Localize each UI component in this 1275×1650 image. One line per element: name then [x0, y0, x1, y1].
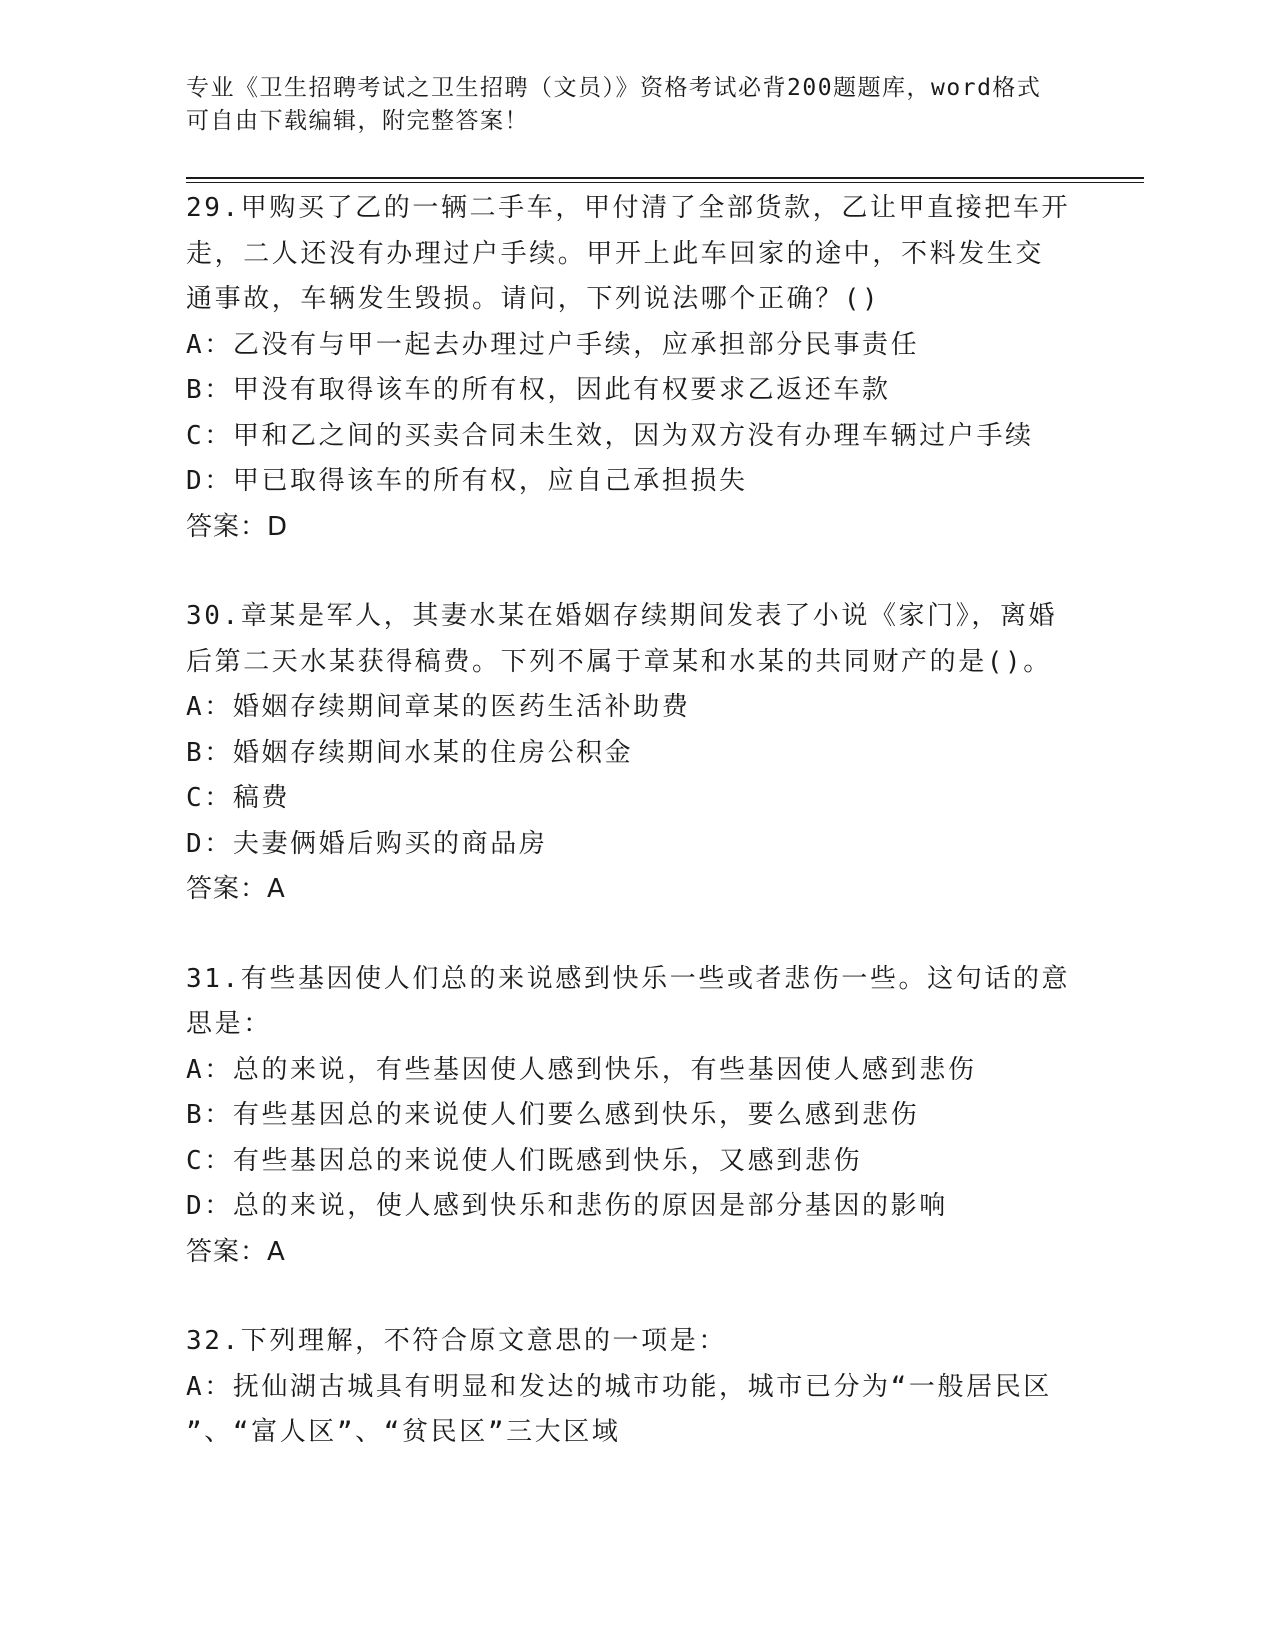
option-d: D：甲已取得该车的所有权，应自己承担损失	[186, 466, 748, 496]
question-29	[186, 186, 1086, 550]
question-stem: 32.下列理解，不符合原文意思的一项是：	[186, 1326, 727, 1356]
question-stem: 30.章某是军人，其妻水某在婚姻存续期间发表了小说《家门》，离婚	[186, 601, 1058, 631]
option-a: A：乙没有与甲一起去办理过户手续，应承担部分民事责任	[186, 329, 920, 360]
question-spacer	[186, 1275, 1086, 1319]
question-stem: 后第二天水某获得稿费。下列不属于章某和水某的共同财产的是()。	[186, 646, 1052, 677]
question-31	[186, 957, 1086, 1276]
question-32	[186, 1319, 1086, 1456]
option-b: B：甲没有取得该车的所有权，因此有权要求乙返还车款	[186, 375, 891, 405]
option-a-continued: ”、“富人区”、“贫民区”三大区域	[186, 1417, 621, 1447]
question-stem: 走，二人还没有办理过户手续。甲开上此车回家的途中，不料发生交	[186, 238, 1045, 269]
option-a: A：抚仙湖古城具有明显和发达的城市功能，城市已分为“一般居民区	[186, 1371, 1052, 1402]
option-a: A：总的来说，有些基因使人感到快乐，有些基因使人感到悲伤	[186, 1054, 977, 1085]
header-line: 可自由下载编辑，附完整答案！	[186, 108, 529, 134]
question-stem: 通事故，车辆发生毁损。请问，下列说法哪个正确？()	[186, 284, 881, 314]
answer-line: 答案：A	[186, 874, 286, 904]
question-stem: 29.甲购买了乙的一辆二手车，甲付清了全部货款，乙让甲直接把车开	[186, 193, 1071, 223]
header-divider-thin	[186, 182, 1144, 183]
option-c: C：甲和乙之间的买卖合同未生效，因为双方没有办理车辆过户手续	[186, 420, 1034, 451]
answer-line: 答案：D	[186, 511, 289, 542]
option-b: B：有些基因总的来说使人们要么感到快乐，要么感到悲伤	[186, 1100, 920, 1130]
question-stem: 31.有些基因使人们总的来说感到快乐一些或者悲伤一些。这句话的意	[186, 963, 1071, 994]
header-line: 专业《卫生招聘考试之卫生招聘（文员）》资格考试必背200题题库，word格式	[186, 75, 1042, 101]
option-d: D：总的来说，使人感到快乐和悲伤的原因是部分基因的影响	[186, 1191, 948, 1221]
option-b: B：婚姻存续期间水某的住房公积金	[186, 737, 634, 768]
option-a: A：婚姻存续期间章某的医药生活补助费	[186, 692, 691, 722]
question-30	[186, 594, 1086, 913]
option-c: C：有些基因总的来说使人们既感到快乐，又感到悲伤	[186, 1145, 863, 1176]
answer-line: 答案：A	[186, 1236, 286, 1267]
document-header	[186, 72, 1066, 138]
question-list	[186, 186, 1086, 1456]
question-spacer	[186, 550, 1086, 594]
header-divider	[186, 177, 1144, 179]
question-stem: 思是：	[186, 1009, 272, 1039]
option-d: D：夫妻俩婚后购买的商品房	[186, 828, 548, 859]
option-c: C：稿费	[186, 783, 291, 813]
question-spacer	[186, 913, 1086, 957]
